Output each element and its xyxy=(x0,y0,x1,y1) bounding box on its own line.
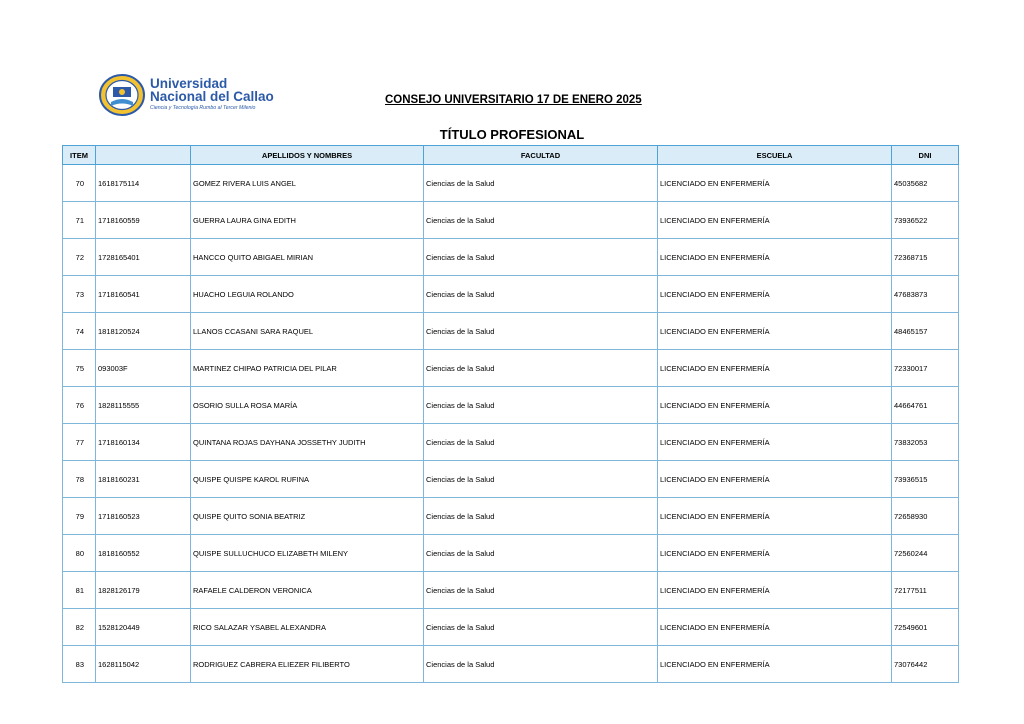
code-cell: 1818160552 xyxy=(96,535,191,572)
school-cell: LICENCIADO EN ENFERMERÍA xyxy=(658,572,892,609)
code-cell: 1818160231 xyxy=(96,461,191,498)
dni-cell: 73936522 xyxy=(892,202,959,239)
graduates-table xyxy=(62,145,959,683)
name-cell: OSORIO SULLA ROSA MARÍA xyxy=(191,387,424,424)
dni-cell: 47683873 xyxy=(892,276,959,313)
name-cell: QUISPE QUITO SONIA BEATRIZ xyxy=(191,498,424,535)
dni-cell: 44664761 xyxy=(892,387,959,424)
faculty-cell: Ciencias de la Salud xyxy=(424,276,658,313)
item-cell: 72 xyxy=(63,239,96,276)
code-cell: 1628115042 xyxy=(96,646,191,683)
item-cell: 79 xyxy=(63,498,96,535)
school-cell: LICENCIADO EN ENFERMERÍA xyxy=(658,239,892,276)
code-cell: 1718160523 xyxy=(96,498,191,535)
school-cell: LICENCIADO EN ENFERMERÍA xyxy=(658,535,892,572)
item-cell: 75 xyxy=(63,350,96,387)
name-cell: RODRIGUEZ CABRERA ELIEZER FILIBERTO xyxy=(191,646,424,683)
item-cell: 71 xyxy=(63,202,96,239)
name-cell: RAFAELE CALDERON VERONICA xyxy=(191,572,424,609)
code-cell: 1718160559 xyxy=(96,202,191,239)
code-cell: 1728165401 xyxy=(96,239,191,276)
council-title: CONSEJO UNIVERSITARIO 17 DE ENERO 2025 xyxy=(385,94,642,106)
column-header-code xyxy=(96,146,191,165)
dni-cell: 72368715 xyxy=(892,239,959,276)
name-cell: RICO SALAZAR YSABEL ALEXANDRA xyxy=(191,609,424,646)
faculty-cell: Ciencias de la Salud xyxy=(424,424,658,461)
code-cell: 1718160541 xyxy=(96,276,191,313)
faculty-cell: Ciencias de la Salud xyxy=(424,313,658,350)
code-cell: 1828126179 xyxy=(96,572,191,609)
table-row xyxy=(63,609,959,646)
faculty-cell: Ciencias de la Salud xyxy=(424,646,658,683)
dni-cell: 73936515 xyxy=(892,461,959,498)
dni-cell: 73076442 xyxy=(892,646,959,683)
faculty-cell: Ciencias de la Salud xyxy=(424,535,658,572)
table-row xyxy=(63,165,959,202)
item-cell: 76 xyxy=(63,387,96,424)
university-seal-icon xyxy=(99,74,145,116)
faculty-cell: Ciencias de la Salud xyxy=(424,498,658,535)
school-cell: LICENCIADO EN ENFERMERÍA xyxy=(658,313,892,350)
name-cell: HANCCO QUITO ABIGAEL MIRIAN xyxy=(191,239,424,276)
school-cell: LICENCIADO EN ENFERMERÍA xyxy=(658,609,892,646)
column-header-name: APELLIDOS Y NOMBRES xyxy=(191,146,424,165)
item-cell: 74 xyxy=(63,313,96,350)
table-row xyxy=(63,424,959,461)
item-cell: 82 xyxy=(63,609,96,646)
name-cell: GOMEZ RIVERA LUIS ANGEL xyxy=(191,165,424,202)
code-cell: 1828115555 xyxy=(96,387,191,424)
faculty-cell: Ciencias de la Salud xyxy=(424,165,658,202)
dni-cell: 72549601 xyxy=(892,609,959,646)
item-cell: 77 xyxy=(63,424,96,461)
dni-cell: 45035682 xyxy=(892,165,959,202)
dni-cell: 48465157 xyxy=(892,313,959,350)
faculty-cell: Ciencias de la Salud xyxy=(424,239,658,276)
table-header-row xyxy=(63,146,959,165)
school-cell: LICENCIADO EN ENFERMERÍA xyxy=(658,646,892,683)
dni-cell: 73832053 xyxy=(892,424,959,461)
dni-cell: 72177511 xyxy=(892,572,959,609)
faculty-cell: Ciencias de la Salud xyxy=(424,350,658,387)
item-cell: 70 xyxy=(63,165,96,202)
table-row xyxy=(63,461,959,498)
faculty-cell: Ciencias de la Salud xyxy=(424,572,658,609)
table-row xyxy=(63,202,959,239)
table-row xyxy=(63,646,959,683)
university-name-line2: Nacional del Callao xyxy=(150,89,274,104)
school-cell: LICENCIADO EN ENFERMERÍA xyxy=(658,276,892,313)
column-header-dni: DNI xyxy=(892,146,959,165)
dni-cell: 72330017 xyxy=(892,350,959,387)
code-cell: 093003F xyxy=(96,350,191,387)
item-cell: 78 xyxy=(63,461,96,498)
university-tagline: Ciencia y Tecnología Rumbo al Tercer Milenio xyxy=(150,105,256,111)
code-cell: 1718160134 xyxy=(96,424,191,461)
name-cell: LLANOS CCASANI SARA RAQUEL xyxy=(191,313,424,350)
name-cell: QUINTANA ROJAS DAYHANA JOSSETHY JUDITH xyxy=(191,424,424,461)
school-cell: LICENCIADO EN ENFERMERÍA xyxy=(658,350,892,387)
school-cell: LICENCIADO EN ENFERMERÍA xyxy=(658,387,892,424)
table-row xyxy=(63,572,959,609)
table-row xyxy=(63,313,959,350)
code-cell: 1818120524 xyxy=(96,313,191,350)
dni-cell: 72658930 xyxy=(892,498,959,535)
page-title: TÍTULO PROFESIONAL xyxy=(439,127,585,142)
dni-cell: 72560244 xyxy=(892,535,959,572)
code-cell: 1618175114 xyxy=(96,165,191,202)
school-cell: LICENCIADO EN ENFERMERÍA xyxy=(658,461,892,498)
school-cell: LICENCIADO EN ENFERMERÍA xyxy=(658,424,892,461)
faculty-cell: Ciencias de la Salud xyxy=(424,387,658,424)
column-header-item: ITEM xyxy=(63,146,96,165)
column-header-school: ESCUELA xyxy=(658,146,892,165)
name-cell: GUERRA LAURA GINA EDITH xyxy=(191,202,424,239)
name-cell: MARTINEZ CHIPAO PATRICIA DEL PILAR xyxy=(191,350,424,387)
item-cell: 73 xyxy=(63,276,96,313)
table-row xyxy=(63,276,959,313)
table-row xyxy=(63,350,959,387)
school-cell: LICENCIADO EN ENFERMERÍA xyxy=(658,202,892,239)
faculty-cell: Ciencias de la Salud xyxy=(424,609,658,646)
university-name-line1: Universidad xyxy=(150,76,228,91)
school-cell: LICENCIADO EN ENFERMERÍA xyxy=(658,165,892,202)
faculty-cell: Ciencias de la Salud xyxy=(424,461,658,498)
item-cell: 81 xyxy=(63,572,96,609)
table-row xyxy=(63,498,959,535)
column-header-faculty: FACULTAD xyxy=(424,146,658,165)
table-row xyxy=(63,535,959,572)
faculty-cell: Ciencias de la Salud xyxy=(424,202,658,239)
table-row xyxy=(63,239,959,276)
university-logo xyxy=(99,74,329,116)
school-cell: LICENCIADO EN ENFERMERÍA xyxy=(658,498,892,535)
item-cell: 80 xyxy=(63,535,96,572)
item-cell: 83 xyxy=(63,646,96,683)
name-cell: QUISPE QUISPE KAROL RUFINA xyxy=(191,461,424,498)
table-row xyxy=(63,387,959,424)
name-cell: QUISPE SULLUCHUCO ELIZABETH MILENY xyxy=(191,535,424,572)
code-cell: 1528120449 xyxy=(96,609,191,646)
name-cell: HUACHO LEGUIA ROLANDO xyxy=(191,276,424,313)
